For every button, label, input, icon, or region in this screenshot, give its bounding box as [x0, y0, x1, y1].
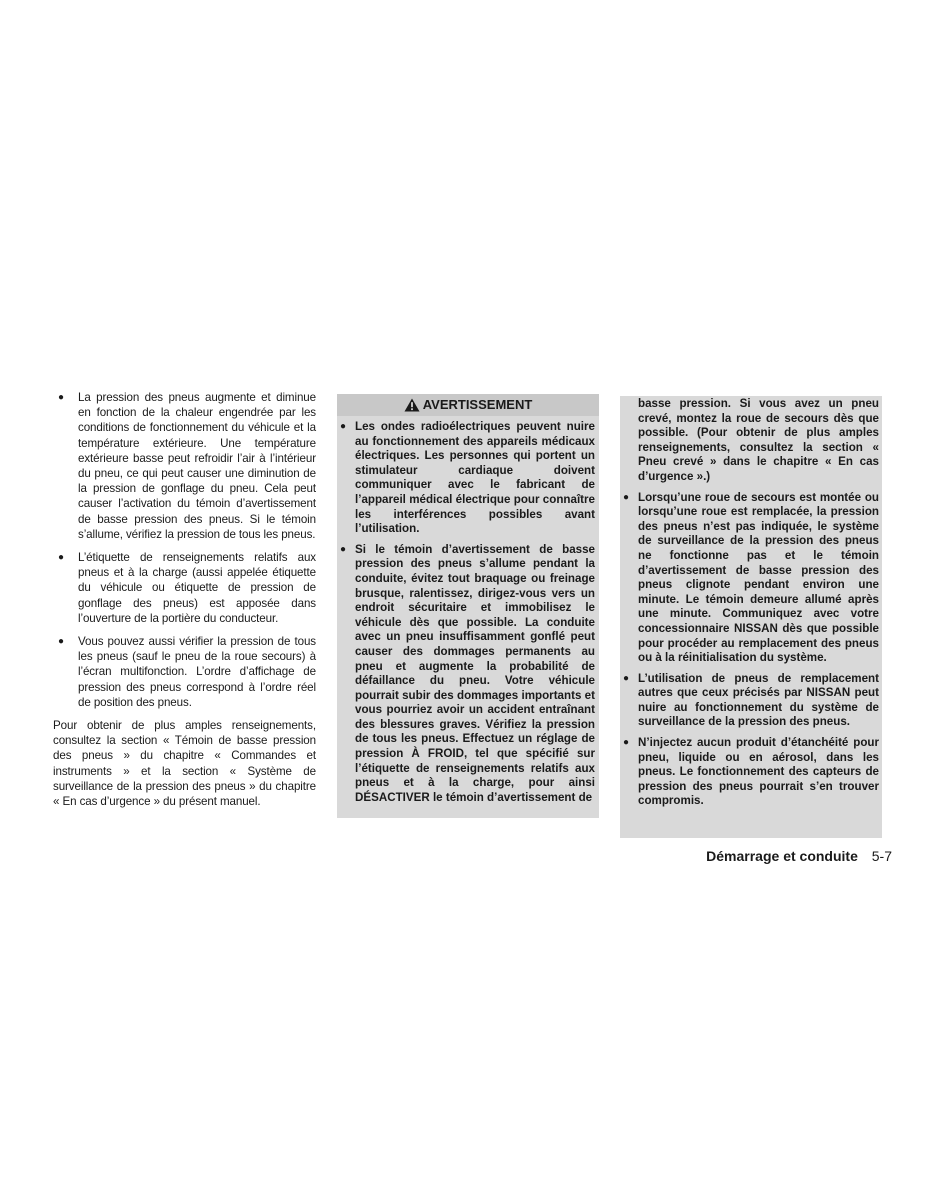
reference-paragraph: Pour obtenir de plus amples renseignements, consultez la section « Témoin de basse pression des pneus » du chapitre « Commandes et instruments » et la section « Système de surveillance de la pression des pneus » du chapitre « En cas d’urgence » du présent manuel. — [53, 719, 316, 809]
left-bullet-list — [53, 390, 316, 710]
warning-continuation: basse pression. Si vous avez un pneu crevé, montez la roue de secours dès que possible. (Pour obtenir de plus amples renseignements, consultez la section « Pneu crevé » dans le chapitre « En cas d’urgence ».) — [638, 397, 879, 483]
warning-bullet-list — [337, 420, 599, 805]
page-number: 5-7 — [871, 848, 892, 864]
list-item: ● Si le témoin d’avertissement de basse pression des pneus s’allume pendant la conduite, évitez tout braquage ou freinage brusque, ralentissez, dirigez-vous vers un endroit sécuritaire et immobilisez le véhicule dès que possible. La conduite avec un pneu insuffisamment gonflé peut causer des dommages permanents au pneu et augmente la probabilité de défaillance du pneu. Votre véhicule pourrait subir des dommages importants et vous pourriez avoir un accident entraînant des blessures graves. Vérifiez la pression de tous les pneus. Effectuez un réglage de pression À FROID, tel que spécifié sur l’étiquette de renseignements relatifs aux pneus et à la charge, pour ainsi DÉSACTIVER le témoin d’avertissement de — [337, 543, 595, 806]
warning-title: AVERTISSEMENT — [422, 396, 533, 412]
warning-box-right — [620, 396, 882, 838]
list-item: ● L’utilisation de pneus de remplacement autres que ceux précisés par NISSAN peut nuire au fonctionnement du système de surveillance de la pression des pneus. — [620, 672, 879, 730]
list-item: ● Vous pouvez aussi vérifier la pression de tous les pneus (sauf le pneu de la roue secours) à l’écran multifonction. L’ordre d’affichage de pression des pneus correspond à l’ordre réel de position des pneus. — [53, 634, 316, 710]
list-item: ● Les ondes radioélectriques peuvent nuire au fonctionnement des appareils médicaux électriques. Les personnes qui portent un stimulateur cardiaque doivent communiquer avec le fabricant de l’appareil médical électrique pour connaître les interférences possibles avant l’utilisation. — [337, 420, 595, 537]
list-item: ● Lorsqu’une roue de secours est montée ou lorsqu’une roue est remplacée, la pression des pneus n’est pas indiquée, le système de surveillance de la pression des pneus ne fonctionne pas et le témoin d’avertissement de basse pression des pneus clignote pendant environ une minute. Le témoin demeure allumé après une minute. Communiquez avec votre concessionnaire NISSAN dès que possible pour procéder au remplacement des pneus ou à la réinitialisation du système. — [620, 491, 879, 666]
warning-header — [337, 394, 599, 416]
list-item: ● L’étiquette de renseignements relatifs aux pneus et à la charge (aussi appelée étiquette du véhicule ou étiquette de pression de gonflage des pneus) est apposée dans l’ouverture de la portière du conducteur. — [53, 550, 316, 626]
section-title: Démarrage et conduite — [706, 848, 858, 864]
list-item: ● La pression des pneus augmente et diminue en fonction de la chaleur engendrée par les conditions de fonctionnement du véhicule et la température extérieure. Une température extérieure basse peut refroidir l’air à l’intérieur du pneu, ce qui peut causer une diminution de la pression de gonflage du pneu. Cela peut causer l’activation du témoin d’avertissement de basse pression des pneus. Si le témoin s’allume, vérifiez la pression de tous les pneus. — [53, 390, 316, 542]
warning-triangle-icon — [404, 398, 420, 412]
list-item: ● N’injectez aucun produit d’étanchéité pour pneu, liquide ou en aérosol, dans les pneus. Le fonctionnement des capteurs de pression des pneus pourrait s’en trouver compromis. — [620, 736, 879, 809]
page-footer — [706, 848, 892, 864]
warning-box-left — [337, 394, 599, 818]
warning-bullet-list-right — [620, 491, 882, 809]
left-column — [53, 390, 316, 809]
